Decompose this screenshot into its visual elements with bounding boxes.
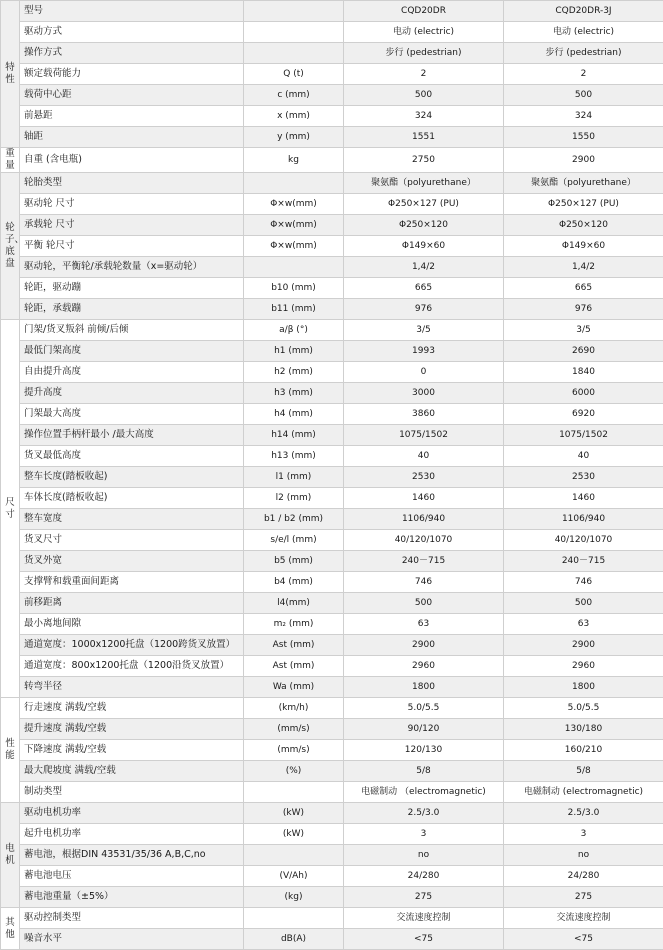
row-value-model-2: 1460 [504,488,663,509]
row-value-model-1: 90/120 [344,719,504,740]
row-value-model-2: 63 [504,614,663,635]
row-value-model-2: 交流速度控制 [504,908,663,929]
row-value-model-1: 3000 [344,383,504,404]
row-label: 自由提升高度 [20,362,244,383]
row-label: 车体长度(踏板收起) [20,488,244,509]
table-row [1,488,663,509]
row-label: 前移距离 [20,593,244,614]
table-row [1,467,663,488]
row-value-model-2: 6920 [504,404,663,425]
row-label: 通道宽度：1000x1200托盘（1200跨货叉放置） [20,635,244,656]
row-value-model-1: 2750 [344,148,504,173]
row-unit [244,845,344,866]
row-label: 驱动轮 尺寸 [20,194,244,215]
row-unit [244,908,344,929]
row-value-model-2: Φ149×60 [504,236,663,257]
row-value-model-1: 电磁制动 （electromagnetic) [344,782,504,803]
row-value-model-1: 步行 (pedestrian) [344,43,504,64]
row-value-model-1: 1460 [344,488,504,509]
row-value-model-2: 2960 [504,656,663,677]
row-label: 驱动电机功率 [20,803,244,824]
row-value-model-1: 500 [344,593,504,614]
row-group-label: 其他 [1,908,20,950]
row-value-model-1: 500 [344,85,504,106]
row-value-model-2: 聚氨酯（polyurethane） [504,173,663,194]
row-label: 型号 [20,1,244,22]
table-row [1,635,663,656]
table-row [1,572,663,593]
table-row [1,677,663,698]
row-value-model-1: Φ250×120 [344,215,504,236]
row-label: 整车长度(踏板收起) [20,467,244,488]
row-label: 提升高度 [20,383,244,404]
row-value-model-1: 2900 [344,635,504,656]
row-label: 货叉外宽 [20,551,244,572]
row-value-model-1: 240－715 [344,551,504,572]
row-unit: y (mm) [244,127,344,148]
row-value-model-1: 1106/940 [344,509,504,530]
table-row [1,446,663,467]
row-unit: Wa (mm) [244,677,344,698]
table-row [1,127,663,148]
table-row [1,106,663,127]
row-value-model-2: 240－715 [504,551,663,572]
row-value-model-1: 3/5 [344,320,504,341]
row-label: 整车宽度 [20,509,244,530]
table-body [1,1,663,950]
row-group-label: 特性 [1,1,20,148]
row-label: 最小离地间隙 [20,614,244,635]
row-value-model-1: 2 [344,64,504,85]
row-label: 门架/货叉叛斜 前倾/后倾 [20,320,244,341]
row-label: 货叉尺寸 [20,530,244,551]
row-unit: Φ×w(mm) [244,194,344,215]
row-label: 最大爬坡度 满载/空载 [20,761,244,782]
row-unit: (mm/s) [244,740,344,761]
row-label: 蓄电池重量（±5%） [20,887,244,908]
row-label: 平衡 轮尺寸 [20,236,244,257]
row-value-model-1: 3860 [344,404,504,425]
table-row [1,929,663,950]
row-value-model-1: 1800 [344,677,504,698]
row-value-model-2: 3/5 [504,320,663,341]
table-row [1,43,663,64]
row-label: 前悬距 [20,106,244,127]
row-label: 起升电机功率 [20,824,244,845]
row-unit: b5 (mm) [244,551,344,572]
row-value-model-1: 聚氨酯（polyurethane） [344,173,504,194]
row-value-model-2: 160/210 [504,740,663,761]
row-unit [244,173,344,194]
row-value-model-2: 2900 [504,148,663,173]
row-unit: dB(A) [244,929,344,950]
table-row [1,85,663,106]
table-row [1,64,663,85]
row-value-model-2: 1550 [504,127,663,148]
row-unit: h14 (mm) [244,425,344,446]
row-value-model-1: <75 [344,929,504,950]
table-row [1,215,663,236]
table-row [1,845,663,866]
row-unit: h4 (mm) [244,404,344,425]
row-label: 下降速度 满载/空载 [20,740,244,761]
table-row [1,593,663,614]
row-value-model-2: 2690 [504,341,663,362]
row-label: 支撑臂和载重面间距离 [20,572,244,593]
row-label: 操作位置手柄杆最小 /最大高度 [20,425,244,446]
row-label: 自重 (含电瓶) [20,148,244,173]
row-label: 制动类型 [20,782,244,803]
table-row [1,383,663,404]
row-unit: h13 (mm) [244,446,344,467]
row-value-model-1: CQD20DR [344,1,504,22]
row-label: 额定载荷能力 [20,64,244,85]
row-label: 货叉最低高度 [20,446,244,467]
row-label: 载荷中心距 [20,85,244,106]
table-row [1,320,663,341]
table-row [1,824,663,845]
row-value-model-2: 2900 [504,635,663,656]
row-value-model-2: 746 [504,572,663,593]
row-value-model-2: 665 [504,278,663,299]
row-unit: b10 (mm) [244,278,344,299]
row-group-label: 轮子、底盘 [1,173,20,320]
table-row [1,740,663,761]
row-value-model-1: 275 [344,887,504,908]
table-row [1,173,663,194]
table-row [1,236,663,257]
table-row [1,257,663,278]
row-label: 操作方式 [20,43,244,64]
row-value-model-2: 电磁制动 (electromagnetic) [504,782,663,803]
table-row [1,148,663,173]
row-value-model-1: 976 [344,299,504,320]
table-row [1,719,663,740]
row-label: 提升速度 满载/空载 [20,719,244,740]
row-unit [244,782,344,803]
row-unit: l2 (mm) [244,488,344,509]
row-unit [244,1,344,22]
row-value-model-2: 1840 [504,362,663,383]
row-value-model-2: 6000 [504,383,663,404]
row-value-model-2: 500 [504,85,663,106]
row-label: 行走速度 满载/空载 [20,698,244,719]
row-value-model-2: 500 [504,593,663,614]
row-value-model-2: 1075/1502 [504,425,663,446]
row-group-label: 性能 [1,698,20,803]
row-value-model-2: 130/180 [504,719,663,740]
row-unit [244,22,344,43]
row-value-model-2: 2.5/3.0 [504,803,663,824]
row-unit [244,43,344,64]
table-row [1,698,663,719]
row-unit: (%) [244,761,344,782]
row-label: 承载轮 尺寸 [20,215,244,236]
row-value-model-1: 665 [344,278,504,299]
row-value-model-2: <75 [504,929,663,950]
row-unit: (kW) [244,824,344,845]
row-unit: kg [244,148,344,173]
row-unit [244,257,344,278]
row-value-model-2: 40/120/1070 [504,530,663,551]
row-value-model-1: 120/130 [344,740,504,761]
row-value-model-2: 2 [504,64,663,85]
row-value-model-1: Φ250×127 (PU) [344,194,504,215]
row-value-model-2: 步行 (pedestrian) [504,43,663,64]
row-value-model-2: Φ250×127 (PU) [504,194,663,215]
row-label: 门架最大高度 [20,404,244,425]
table-row [1,803,663,824]
row-label: 蓄电池电压 [20,866,244,887]
table-row [1,614,663,635]
row-unit: (V/Ah) [244,866,344,887]
row-label: 轮胎类型 [20,173,244,194]
row-label: 蓄电池，根据DIN 43531/35/36 A,B,C,no [20,845,244,866]
row-unit: s/e/l (mm) [244,530,344,551]
row-unit: (kg) [244,887,344,908]
table-row [1,22,663,43]
row-value-model-1: Φ149×60 [344,236,504,257]
row-unit: h3 (mm) [244,383,344,404]
row-unit: h1 (mm) [244,341,344,362]
row-unit: Q (t) [244,64,344,85]
row-unit: Φ×w(mm) [244,236,344,257]
row-unit: (km/h) [244,698,344,719]
row-value-model-1: 1,4/2 [344,257,504,278]
row-value-model-1: 1075/1502 [344,425,504,446]
row-value-model-2: 5/8 [504,761,663,782]
table-row [1,530,663,551]
row-value-model-1: 5.0/5.5 [344,698,504,719]
row-value-model-2: 40 [504,446,663,467]
table-row [1,551,663,572]
row-label: 轮距，承载蹦 [20,299,244,320]
row-value-model-2: 1800 [504,677,663,698]
row-value-model-1: 63 [344,614,504,635]
row-value-model-1: 1993 [344,341,504,362]
table-row [1,362,663,383]
row-value-model-2: 324 [504,106,663,127]
row-unit: l4(mm) [244,593,344,614]
table-row [1,656,663,677]
row-value-model-1: 24/280 [344,866,504,887]
row-value-model-2: 2530 [504,467,663,488]
row-label: 通道宽度：800x1200托盘（1200沿货叉放置） [20,656,244,677]
table-row [1,509,663,530]
table-row [1,761,663,782]
row-label: 驱动方式 [20,22,244,43]
row-value-model-2: 1,4/2 [504,257,663,278]
row-value-model-1: 2960 [344,656,504,677]
row-value-model-1: 0 [344,362,504,383]
row-unit: m₂ (mm) [244,614,344,635]
row-value-model-1: 40/120/1070 [344,530,504,551]
table-row [1,341,663,362]
row-value-model-2: 电动 (electric) [504,22,663,43]
row-label: 驱动轮，平衡轮/承载轮数量（x=驱动轮） [20,257,244,278]
row-value-model-1: 324 [344,106,504,127]
row-value-model-2: 3 [504,824,663,845]
row-value-model-1: 40 [344,446,504,467]
row-value-model-1: 电动 (electric) [344,22,504,43]
row-label: 最低门架高度 [20,341,244,362]
row-unit: b4 (mm) [244,572,344,593]
row-unit: b11 (mm) [244,299,344,320]
row-value-model-1: no [344,845,504,866]
table-row [1,782,663,803]
row-group-label: 尺寸 [1,320,20,698]
row-unit: a/β (°) [244,320,344,341]
row-unit: h2 (mm) [244,362,344,383]
row-value-model-1: 3 [344,824,504,845]
row-value-model-2: 976 [504,299,663,320]
row-value-model-2: 5.0/5.5 [504,698,663,719]
table-row [1,887,663,908]
row-unit: Ast (mm) [244,635,344,656]
row-group-label: 电机 [1,803,20,908]
row-value-model-1: 2530 [344,467,504,488]
table-row [1,425,663,446]
row-unit: x (mm) [244,106,344,127]
table-row [1,866,663,887]
row-value-model-2: 24/280 [504,866,663,887]
row-group-label: 重量 [1,148,20,173]
row-value-model-1: 1551 [344,127,504,148]
row-label: 驱动控制类型 [20,908,244,929]
row-value-model-2: CQD20DR-3J [504,1,663,22]
table-row [1,194,663,215]
row-value-model-2: Φ250×120 [504,215,663,236]
row-value-model-1: 交流速度控制 [344,908,504,929]
row-unit: c (mm) [244,85,344,106]
row-label: 轴距 [20,127,244,148]
row-label: 轮距，驱动蹦 [20,278,244,299]
row-value-model-2: 1106/940 [504,509,663,530]
row-unit: b1 / b2 (mm) [244,509,344,530]
row-unit: (mm/s) [244,719,344,740]
table-row [1,278,663,299]
row-label: 转弯半径 [20,677,244,698]
table-row [1,299,663,320]
row-value-model-1: 2.5/3.0 [344,803,504,824]
row-value-model-2: no [504,845,663,866]
row-value-model-1: 746 [344,572,504,593]
row-unit: Φ×w(mm) [244,215,344,236]
row-unit: (kW) [244,803,344,824]
table-row [1,1,663,22]
table-row [1,908,663,929]
row-value-model-1: 5/8 [344,761,504,782]
row-value-model-2: 275 [504,887,663,908]
row-unit: l1 (mm) [244,467,344,488]
row-label: 噪音水平 [20,929,244,950]
table-row [1,404,663,425]
row-unit: Ast (mm) [244,656,344,677]
